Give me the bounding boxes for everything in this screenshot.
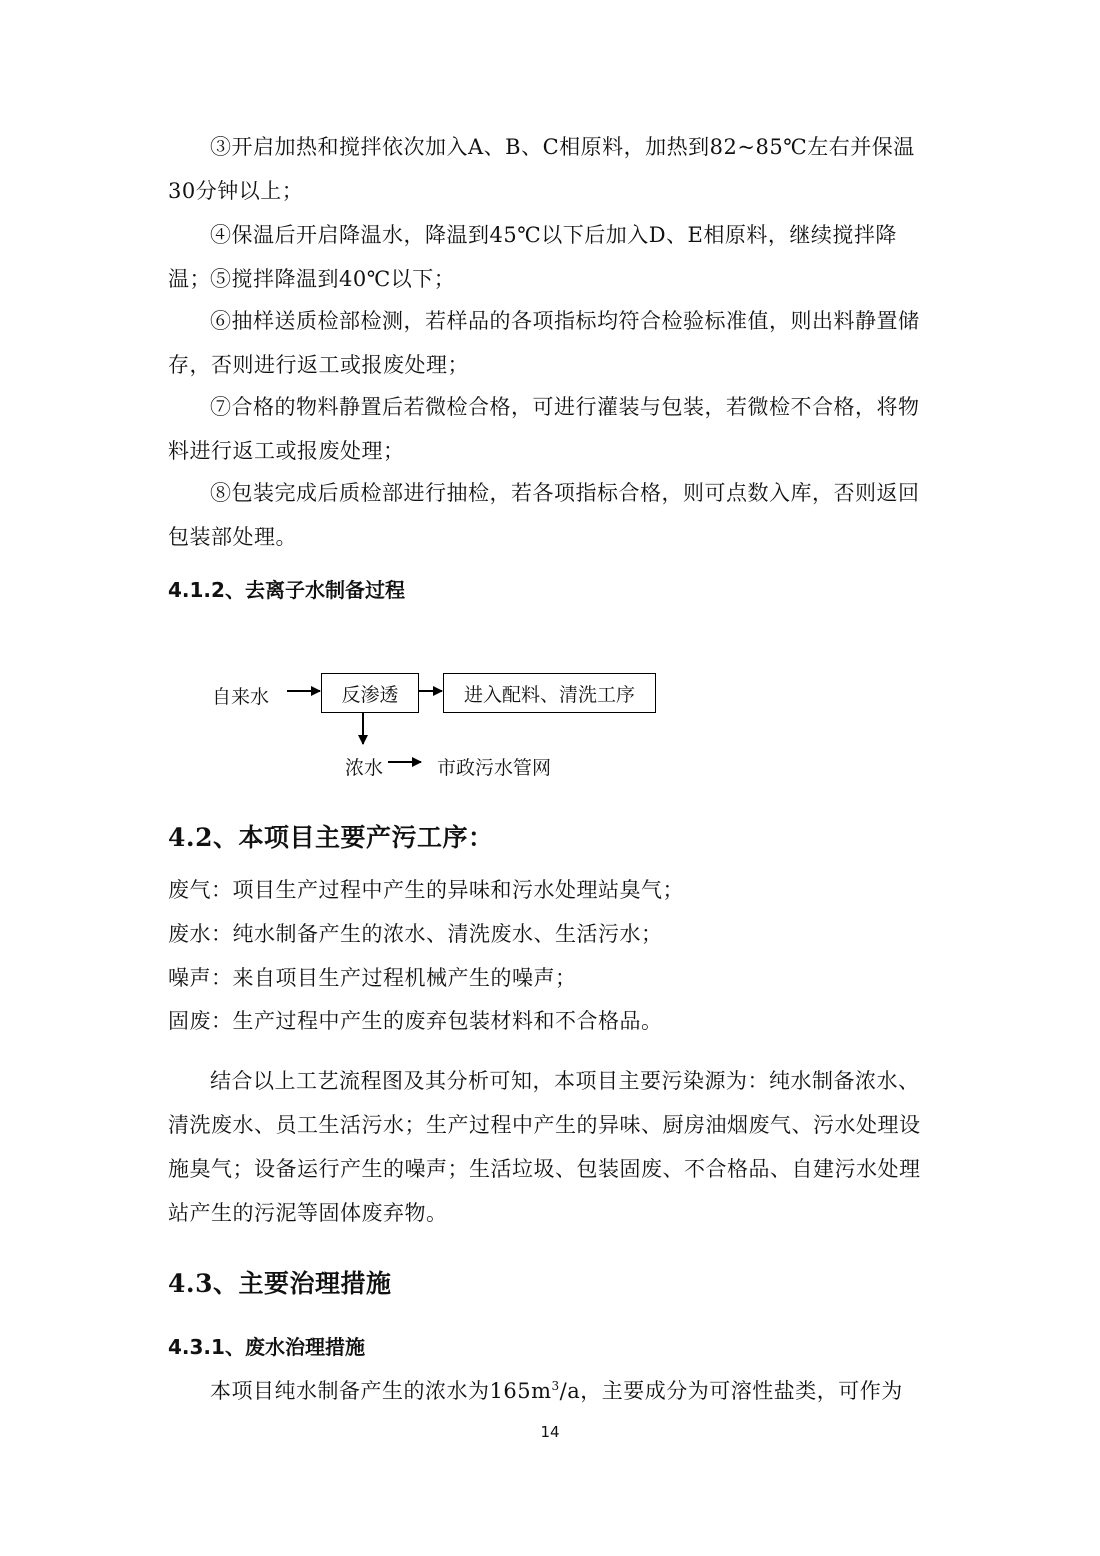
flow-output-label: 进入配料、清洗工序 [463,683,635,706]
wastewater-text-after: /a，主要成分为可溶性盐类，可作为 [559,1379,903,1403]
pollution-item-waste-gas: 废气：项目生产过程中产生的异味和污水处理站臭气； [168,878,684,902]
flow-source-label: 自来水 [212,686,270,708]
flow-process-box [321,673,419,713]
section-heading-4-3-1: 4.3.1、废水治理措施 [168,1335,365,1359]
pollution-item-noise: 噪声：来自项目生产过程机械产生的噪声； [168,966,577,990]
pollution-item-waste-water: 废水：纯水制备产生的浓水、清洗废水、生活污水； [168,922,663,946]
step-7: ⑦合格的物料静置后若微检合格，可进行灌装与包装，若微检不合格，将物料进行返工或报废处理； [168,395,920,463]
wastewater-paragraph [168,1364,936,1413]
wastewater-text-before: 本项目纯水制备产生的浓水为165m [210,1379,552,1403]
flow-discharge-label: 市政污水管网 [437,757,552,779]
flow-process-label: 反渗透 [341,683,399,706]
section-heading-4-3: 4.3、主要治理措施 [168,1269,392,1298]
pollution-summary: 结合以上工艺流程图及其分析可知，本项目主要污染源为：纯水制备浓水、清洗废水、员工生活污水；生产过程中产生的异味、厨房油烟废气、污水处理设施臭气；设备运行产生的噪声；生活垃圾、包装固废、不合格品、自建污水处理站产生的污泥等固体废弃物。 [168,1069,921,1225]
flow-output-box [443,673,656,713]
section-heading-4-2: 4.2、本项目主要产污工序： [168,823,494,852]
flow-byproduct-label: 浓水 [345,757,384,779]
section-heading-4-1-2: 4.1.2、去离子水制备过程 [168,578,405,602]
wastewater-superscript: 3 [551,1379,560,1393]
step-4: ④保温后开启降温水，降温到45℃以下后加入D、E相原料，继续搅拌降温； [168,223,897,291]
pollution-item-solid-waste: 固废：生产过程中产生的废弃包装材料和不合格品。 [168,1009,663,1033]
page-number: 14 [540,1423,560,1441]
step-5: ⑤搅拌降温到40℃以下； [210,267,456,291]
step-3: ③开启加热和搅拌依次加入A、B、C相原料，加热到82~85℃左右并保温30分钟以上； [168,135,915,203]
step-6: ⑥抽样送质检部检测，若样品的各项指标均符合检验标准值，则出料静置储存，否则进行返工或报废处理； [168,309,920,377]
step-8: ⑧包装完成后质检部进行抽检，若各项指标合格，则可点数入库，否则返回包装部处理。 [168,481,920,549]
